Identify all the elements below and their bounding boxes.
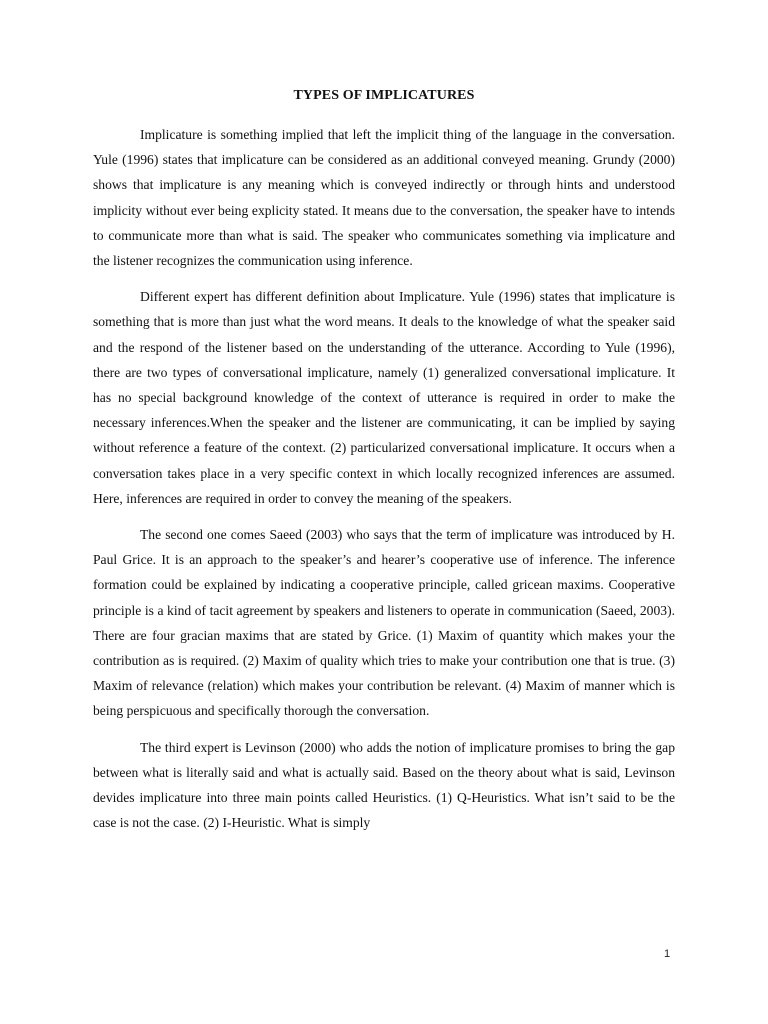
document-page	[93, 86, 675, 846]
paragraph-saeed-grice: The second one comes Saeed (2003) who says that the term of implicature was introduced by H. Paul Grice. It is an approach to the speaker’s and hearer’s cooperative use of inference. The inference formation could be explained by indicating a cooperative principle, called gricean maxims. Cooperative principle is a kind of tacit agreement by speakers and listeners to operate in communication (Saeed, 2003). There are four gracian maxims that are stated by Grice. (1) Maxim of quantity which makes your the contribution as is required. (2) Maxim of quality which tries to make your contribution one that is true. (3) Maxim of relevance (relation) which makes your contribution be relevant. (4) Maxim of manner which is being perspicuous and specifically thorough the conversation.	[93, 527, 675, 719]
paragraph-yule-types: Different expert has different definition about Implicature. Yule (1996) states that implicature is something that is more than just what the word means. It deals to the knowledge of what the speaker said and the respond of the listener based on the understanding of the utterance. According to Yule (1996), there are two types of conversational implicature, namely (1) generalized conversational implicature. It has no special background knowledge of the context of utterance is required in order to make the necessary inferences.When the speaker and the listener are communicating, it can be implied by saying without reference a feature of the context. (2) particularized conversational implicature. It occurs when a conversation takes place in a very specific context in which locally recognized inferences are assumed. Here, inferences are required in order to convey the meaning of the speakers.	[93, 289, 675, 506]
page-number: 1	[664, 948, 671, 960]
paragraph-implicature-definition: Implicature is something implied that left the implicit thing of the language in the conversation. Yule (1996) states that implicature can be considered as an additional conveyed meaning. Grundy (2000) shows that implicature is any meaning which is conveyed indirectly or through hints and understood implicity without ever being explicity stated. It means due to the conversation, the speaker have to intends to communicate more than what is said. The speaker who communicates something via implicature and the listener recognizes the communication using inference.	[93, 127, 675, 269]
paragraph-levinson-heuristics: The third expert is Levinson (2000) who adds the notion of implicature promises to bring the gap between what is literally said and what is actually said. Based on the theory about what is said, Levinson devides implicature into three main points called Heuristics. (1) Q-Heuristics. What isn’t said to be the case is not the case. (2) I-Heuristic. What is simply	[93, 739, 675, 831]
page-title: TYPES OF IMPLICATURES	[293, 88, 475, 103]
